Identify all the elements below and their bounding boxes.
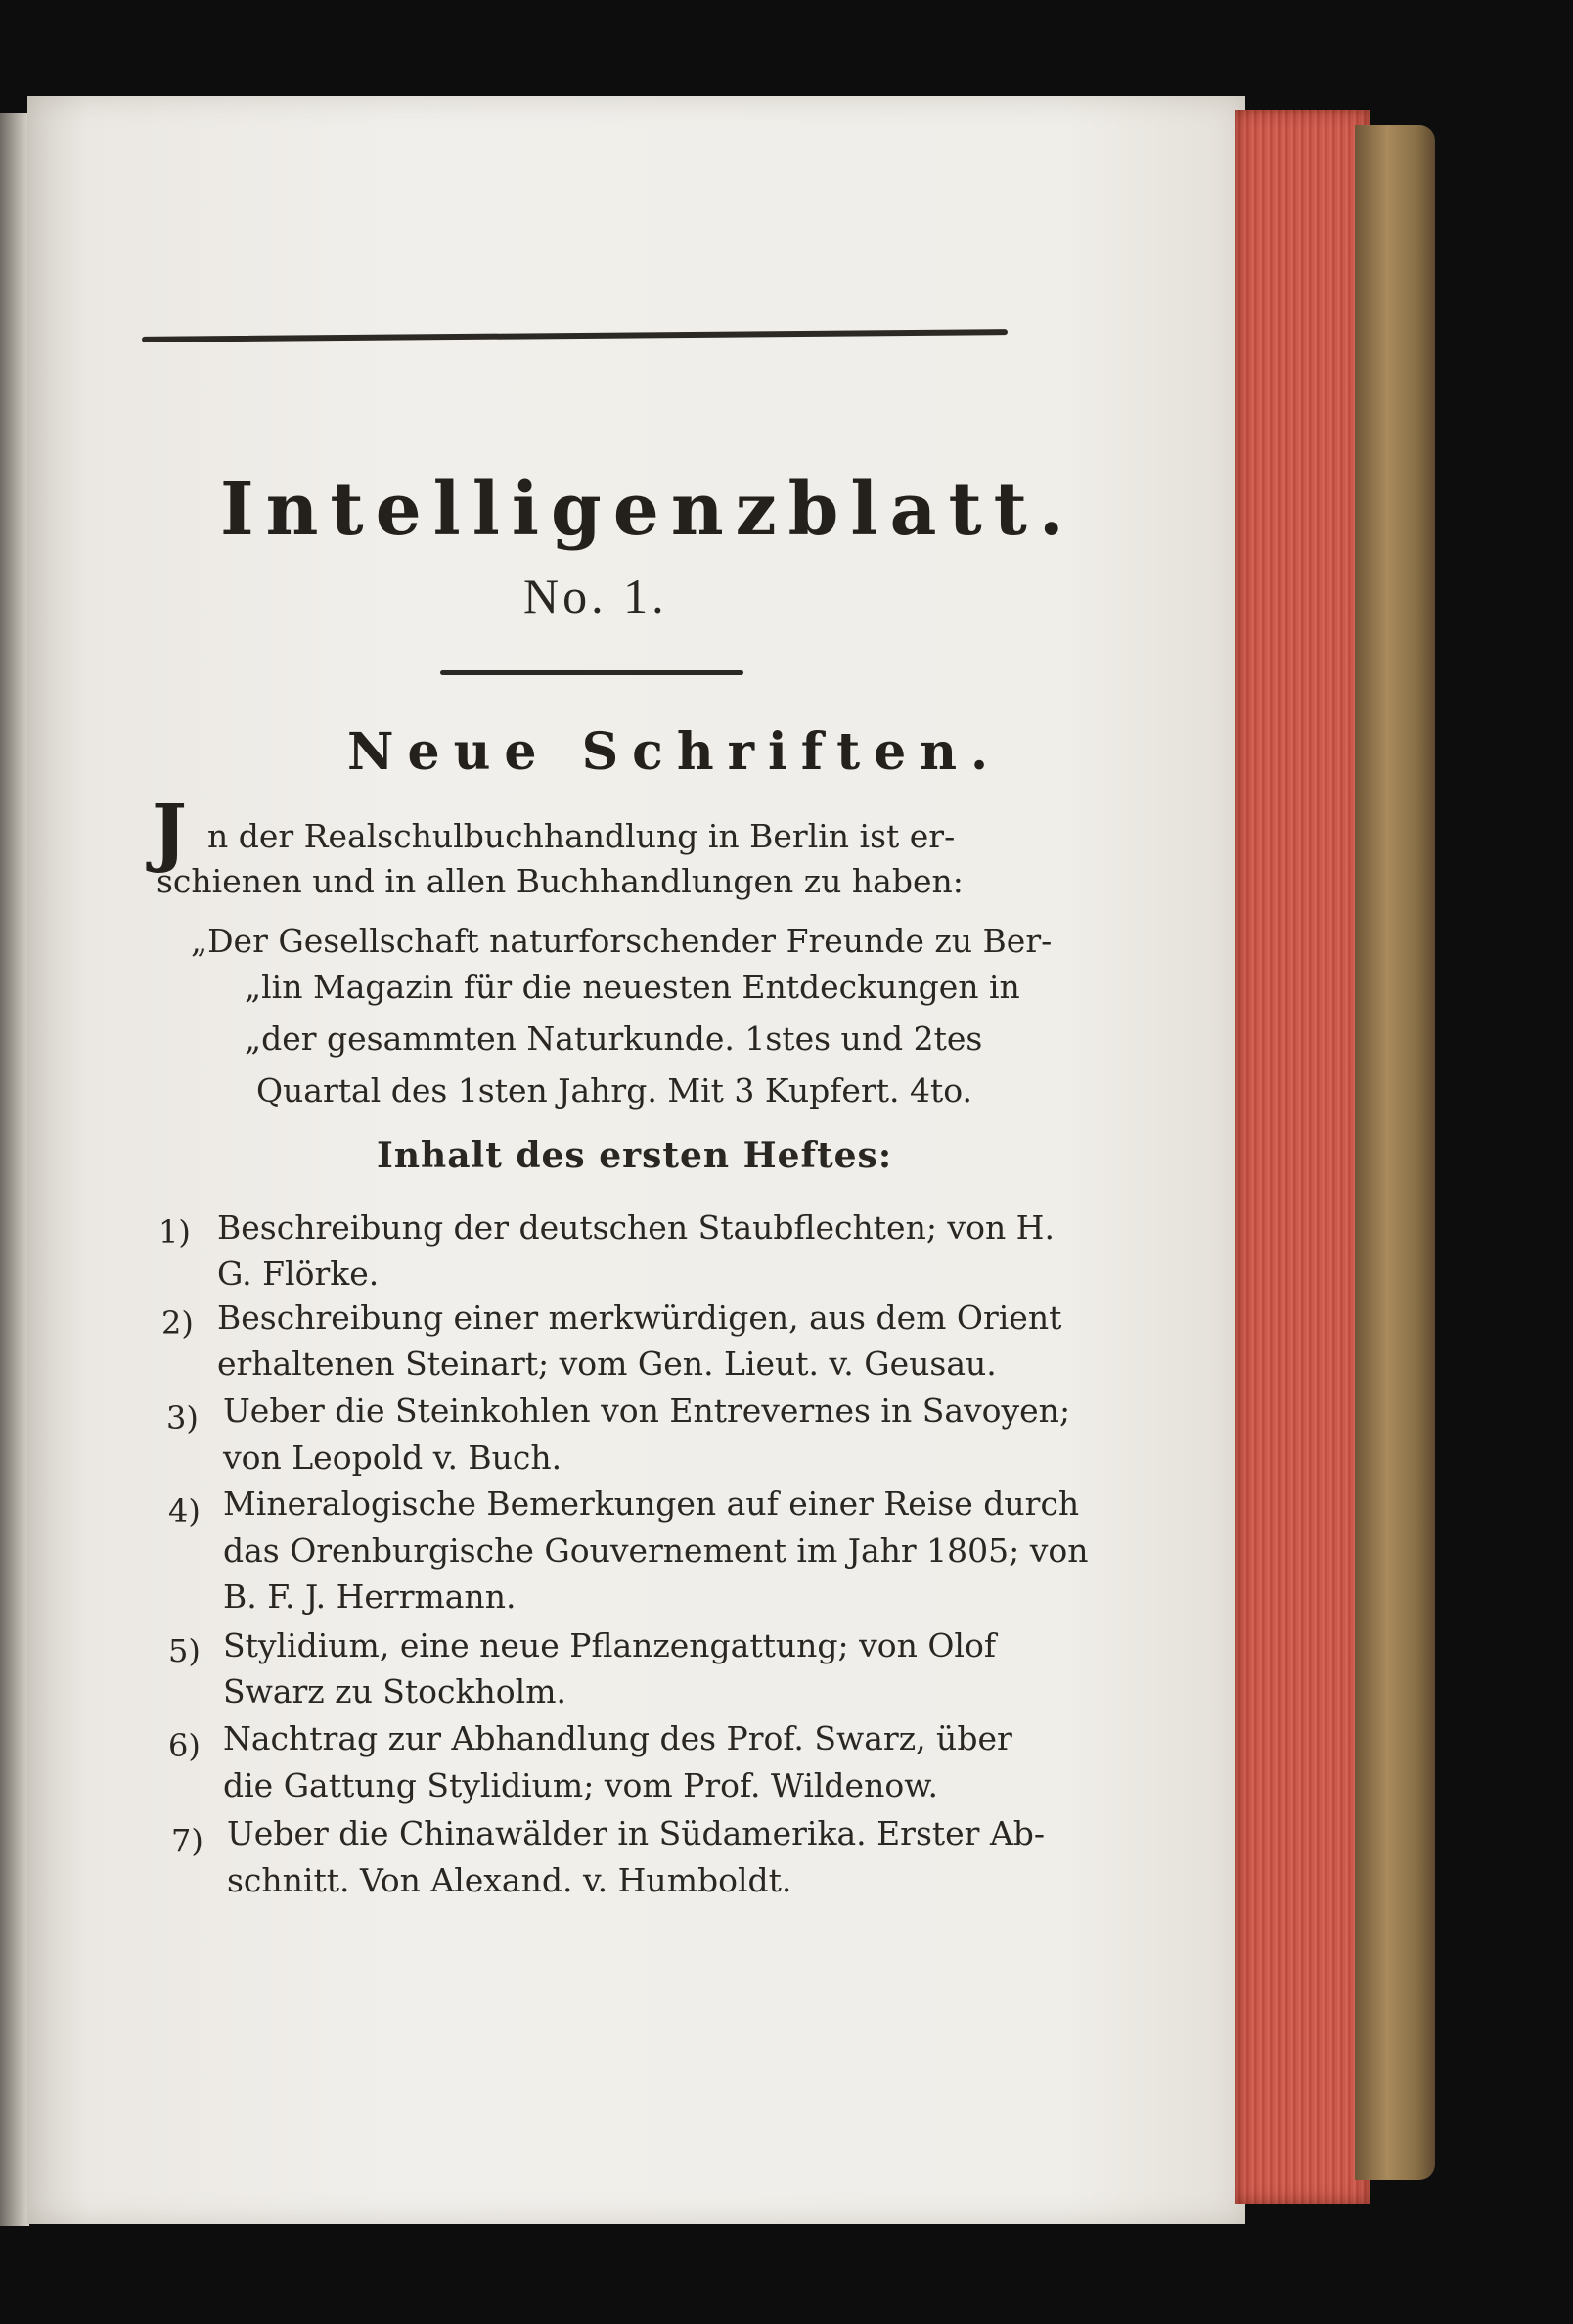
list-item-number: 3) <box>166 1399 199 1436</box>
list-item-line: Beschreibung der deutschen Staubflechten; von H. <box>217 1208 1055 1247</box>
list-item-number: 7) <box>171 1822 203 1859</box>
list-item-line: schnitt. Von Alexand. v. Humboldt. <box>227 1861 792 1899</box>
intro-line: n der Realschulbuchhandlung in Berlin ist er- <box>207 817 956 855</box>
list-item-line: G. Flörke. <box>217 1254 380 1293</box>
list-item-number: 2) <box>161 1304 194 1342</box>
list-item-line: Beschreibung einer merkwürdigen, aus dem Orient <box>217 1299 1062 1337</box>
facing-page-edge <box>0 113 29 2226</box>
red-page-edges <box>1235 110 1370 2204</box>
drop-cap: J <box>152 788 187 875</box>
section-heading: Neue Schriften. <box>347 722 1003 782</box>
list-item-line: Ueber die Chinawälder in Südamerika. Erster Ab- <box>227 1814 1046 1852</box>
quote-line: „der gesammten Naturkunde. 1stes und 2tes <box>245 1020 983 1058</box>
list-item-line: Nachtrag zur Abhandlung des Prof. Swarz, über <box>223 1719 1012 1757</box>
contents-heading: Inhalt des ersten Heftes: <box>377 1135 893 1176</box>
quote-line: Quartal des 1sten Jahrg. Mit 3 Kupfert. 4to. <box>256 1071 972 1110</box>
list-item-line: Ueber die Steinkohlen von Entrevernes in Savoyen; <box>223 1391 1071 1430</box>
divider-rule <box>440 670 743 675</box>
list-item-line: das Orenburgische Gouvernement im Jahr 1805; von <box>223 1531 1089 1570</box>
list-item-number: 4) <box>168 1492 201 1529</box>
list-item-line: erhaltenen Steinart; vom Gen. Lieut. v. Geusau. <box>217 1344 997 1383</box>
quote-line: „lin Magazin für die neuesten Entdeckungen in <box>245 968 1020 1006</box>
list-item-line: Swarz zu Stockholm. <box>223 1672 566 1710</box>
quote-line: „Der Gesellschaft naturforschender Freunde zu Ber- <box>191 922 1053 960</box>
list-item-number: 1) <box>158 1213 191 1251</box>
list-item-number: 5) <box>168 1632 201 1669</box>
page-title: Intelligenzblatt. <box>220 468 1076 552</box>
list-item-line: Mineralogische Bemerkungen auf einer Reise durch <box>223 1484 1080 1523</box>
list-item-line: Stylidium, eine neue Pflanzengattung; von Olof <box>223 1626 997 1664</box>
intro-line: schienen und in allen Buchhandlungen zu haben: <box>157 862 964 900</box>
list-item-line: von Leopold v. Buch. <box>223 1438 562 1477</box>
issue-number: No. 1. <box>523 569 668 623</box>
list-item-line: die Gattung Stylidium; vom Prof. Wildenow. <box>223 1766 939 1804</box>
list-item-number: 6) <box>168 1727 201 1764</box>
leather-cover-edge <box>1355 125 1435 2180</box>
list-item-line: B. F. J. Herrmann. <box>223 1577 517 1616</box>
